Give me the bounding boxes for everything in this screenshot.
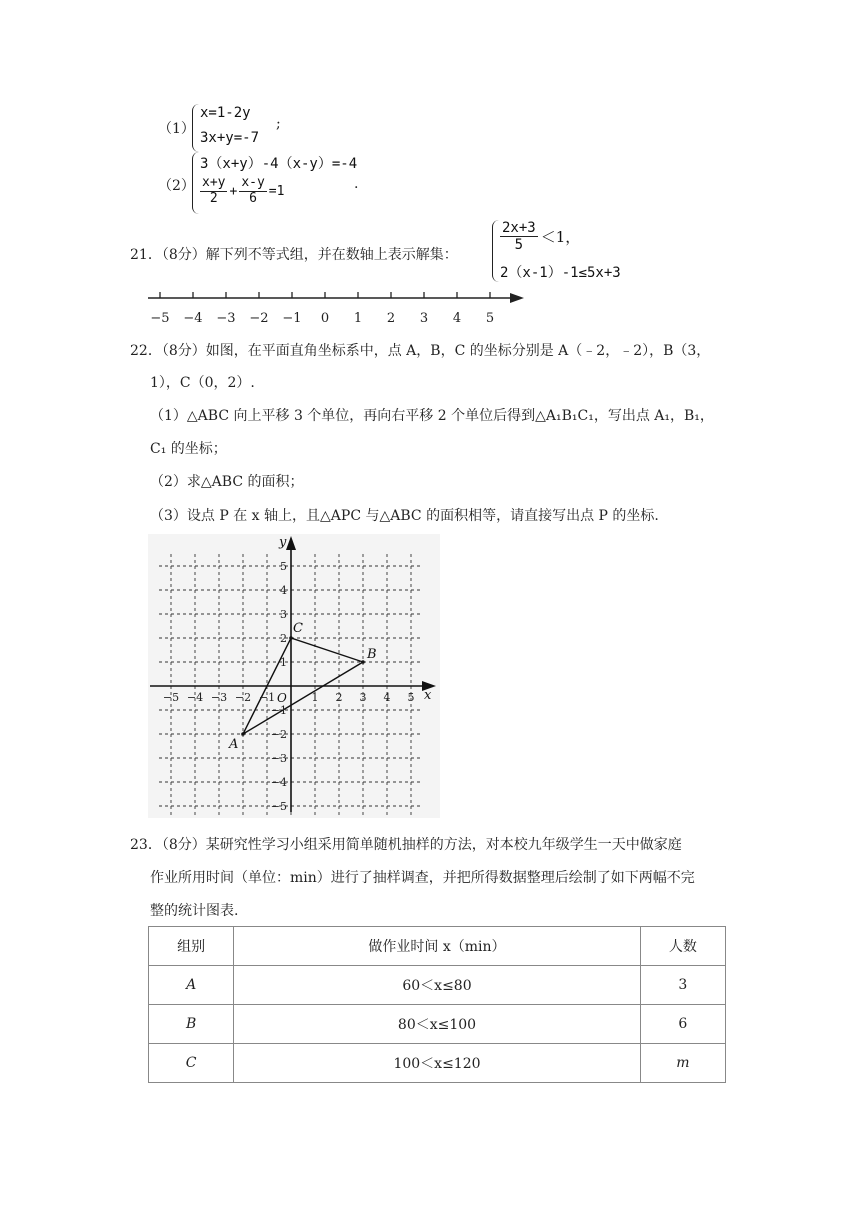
x-tick-label: −1: [258, 691, 276, 704]
number-line-arrow: [510, 293, 524, 303]
y-tick-label: 5: [280, 560, 287, 573]
y-tick-label: −5: [270, 800, 287, 813]
q20-part1-end: ;: [276, 116, 281, 132]
q23-line2: 作业所用时间（单位：min）进行了抽样调查，并把所得数据整理后绘制了如下两幅不完: [150, 870, 695, 886]
number-line-tick-label: 3: [419, 311, 429, 326]
table-cell: B: [149, 1005, 234, 1044]
x-tick-label: 3: [359, 691, 367, 704]
q20-part1-label: （1）: [158, 121, 195, 137]
point-label-b: B: [367, 647, 377, 662]
y-tick-label: 4: [280, 584, 287, 597]
number-line-ticks: [150, 292, 494, 326]
point-a: [241, 732, 245, 736]
x-tick-label: 4: [383, 691, 391, 704]
point-c: [289, 636, 293, 640]
graph-background: [148, 534, 440, 818]
number-line-tick-label: 4: [452, 311, 462, 326]
fraction: $\frac{2x+3}{5}$: [502, 220, 536, 254]
table-cell: 60＜x≤80: [234, 966, 640, 1005]
q20-part1-eq1: x=1-2y: [200, 105, 251, 121]
q23-line3: 整的统计图表.: [150, 903, 239, 919]
table-cell: 80＜x≤100: [234, 1005, 640, 1044]
x-tick-label: −2: [234, 691, 252, 704]
table-cell: C: [149, 1044, 234, 1083]
q20-part2-eq2: $\frac{x+y}{2}$ + $\frac{x-y}{6}$ =1: [202, 175, 285, 206]
point-label-c: C: [293, 621, 303, 636]
table-row: [149, 1005, 726, 1044]
number-line-tick-label: −2: [249, 311, 269, 326]
table-header: 人数: [640, 927, 725, 966]
table-header-row: [149, 927, 726, 966]
q20-part1-brace: [192, 104, 199, 152]
q21-brace: [492, 220, 499, 282]
q22-line2: 1），C（0，2）.: [150, 375, 255, 391]
q23-line1: 23．（8分）某研究性学习小组采用简单随机抽样的方法，对本校九年级学生一天中做家庭: [130, 837, 682, 853]
number-line-tick-label: 1: [353, 311, 363, 326]
number-line-tick-label: 0: [320, 311, 330, 326]
x-tick-label: −5: [162, 691, 180, 704]
table-row: [149, 966, 726, 1005]
q22-part2: （2）求△ABC 的面积；: [150, 474, 304, 490]
y-tick-label: 2: [280, 632, 287, 645]
table-cell: A: [149, 966, 234, 1005]
table-cell: 6: [640, 1005, 725, 1044]
table-cell: 3: [640, 966, 725, 1005]
number-line-tick-label: −4: [183, 311, 203, 326]
origin-label: O: [277, 691, 287, 705]
q21-text: 21．（8分）解下列不等式组，并在数轴上表示解集：: [130, 247, 458, 263]
q20-part2-brace: [192, 152, 199, 214]
q22-part3: （3）设点 P 在 x 轴上，且△APC 与△ABC 的面积相等，请直接写出点 P 的坐标.: [150, 508, 659, 524]
q22-line1: 22．（8分）如图，在平面直角坐标系中，点 A，B，C 的坐标分别是 A（﹣2，﹣2），B（3，: [130, 343, 711, 359]
y-tick-label: −3: [270, 752, 287, 765]
table-header: 组别: [149, 927, 234, 966]
x-tick-label: 2: [335, 691, 343, 704]
number-line-tick-label: −3: [216, 311, 236, 326]
x-tick-label: 5: [407, 691, 415, 704]
q20-part1-eq2: 3x+y=-7: [200, 130, 260, 146]
table-row: [149, 1044, 726, 1083]
y-tick-label: 1: [280, 656, 287, 669]
q20-part2-end: .: [354, 176, 359, 192]
y-tick-label: 3: [280, 608, 287, 621]
table-cell: 100＜x≤120: [234, 1044, 640, 1083]
x-axis-label: x: [424, 688, 432, 703]
point-label-a: A: [229, 737, 239, 752]
x-tick-label: −3: [210, 691, 228, 704]
q20-part2-eq1: 3（x+y）-4（x-y）=-4: [200, 156, 358, 172]
q21-inequality-1: $\frac{2x+3}{5}$ ＜1，: [502, 220, 581, 254]
fraction: $\frac{x-y}{6}$: [241, 175, 265, 206]
number-line: [140, 284, 530, 328]
y-tick-label: −4: [270, 776, 287, 789]
number-line-tick-label: 2: [386, 311, 396, 326]
frequency-table: [148, 926, 726, 1083]
q22-part1-line2: C₁ 的坐标；: [150, 441, 227, 457]
y-tick-label: −1: [270, 704, 287, 717]
x-tick-label: 1: [311, 691, 319, 704]
table-header: 做作业时间 x（min）: [234, 927, 640, 966]
number-line-tick-label: −1: [282, 311, 302, 326]
point-b: [361, 660, 365, 664]
q22-part1-line1: （1）△ABC 向上平移 3 个单位，再向右平移 2 个单位后得到△A₁B₁C₁，写出点 A₁，B₁，: [150, 408, 714, 424]
y-tick-label: −2: [270, 728, 287, 741]
y-axis-label: y: [279, 535, 287, 550]
q21-inequality-2: 2（x-1）-1≤5x+3: [500, 265, 621, 281]
number-line-tick-label: 5: [485, 311, 495, 326]
fraction: $\frac{x+y}{2}$: [202, 175, 226, 206]
table-cell: m: [640, 1044, 725, 1083]
number-line-tick-label: −5: [150, 311, 170, 326]
coordinate-graph: [148, 534, 440, 818]
q20-part2-label: （2）: [158, 178, 195, 194]
x-tick-label: −4: [186, 691, 204, 704]
